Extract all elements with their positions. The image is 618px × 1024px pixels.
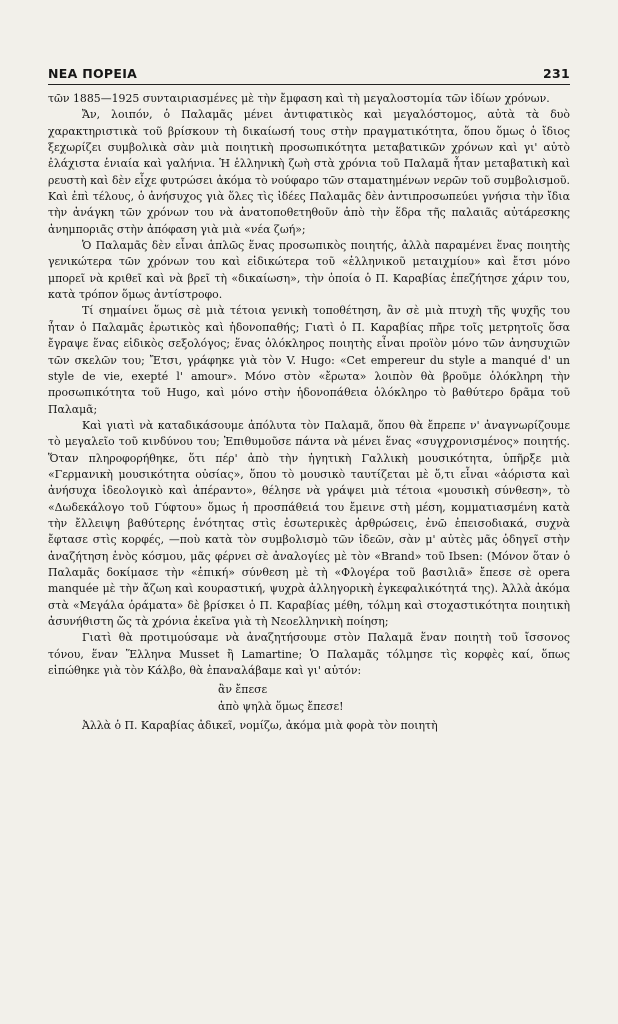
paragraph-2: Ἄν, λοιπόν, ὁ Παλαμᾶς μένει ἀντιφατικὸς καὶ μεγαλόστομος, αὐτὰ τὰ δυὸ χαρακτηριστικὰ τοῦ βρίσκουν τὴ δικαίωσή τους στὴν πραγματικότητα, ὅπου ὅμως ὁ ἴδιος ξεχωρίζει συμβολικὰ σὰν μιὰ ποιητικὴ προσωπικότητα μεταβατικῶν χρόνων καὶ γι' αὐτὸ ἐλάχιστα ἑνιαία καὶ γαλήνια. Ἡ ἑλληνικὴ ζωὴ στὰ χρόνια τοῦ Παλαμᾶ ἦταν μεταβατικὴ καὶ ρευστὴ καὶ δὲν εἶχε φυτρώσει ἀκόμα τὸ νούφαρο τῶν σταματημένων νερῶν τοῦ συμβολισμοῦ. Καὶ ἐπὶ τέλους, ὁ ἀνήσυχος γιὰ ὅλες τὶς ἰδέες Παλαμᾶς δὲν ἀντιπροσωπεύει γνήσια τὴν ἴδια τὴν ἀνάγκη τῶν χρόνων του νὰ ἀνατοποθετηθοῦν ἀπὸ τὴν ἕδρα τῆς παλαιᾶς αὐτάρεσκης ἀνημποριᾶς στὴν ἀπόφαση γιὰ μιὰ «νέα ζωή»; xyxy=(48,108,571,236)
verse-quote xyxy=(218,682,570,715)
paragraph-3: Ὁ Παλαμᾶς δὲν εἶναι ἁπλῶς ἕνας προσωπικὸς ποιητής, ἀλλὰ παραμένει ἕνας ποιητὴς γενικώτερα τῶν χρόνων του καὶ εἰδικώτερα τοῦ «ἑλληνικοῦ μεταιχμίου» καὶ ἔτσι μόνο μπορεῖ νὰ κριθεῖ καὶ νὰ βρεῖ τὴ «δικαίωση», τὴν ὁποία ὁ Π. Καραβίας ἐπεζήτησε χάριν του, κατὰ τρόπον ὅμως ἀντίστροφο. xyxy=(48,239,570,302)
closing-paragraph: Ἀλλὰ ὁ Π. Καραβίας ἀδικεῖ, νομίζω, ἀκόμα μιὰ φορὰ τὸν ποιητὴ xyxy=(82,719,438,733)
paragraph-6: Γιατὶ θὰ προτιμούσαμε νὰ ἀναζητήσουμε στὸν Παλαμᾶ ἕναν ποιητὴ τοῦ ἴσσονος τόνου, ἕναν Ἕλληνα Musset ἢ Lamartine; Ὁ Παλαμᾶς τόλμησε τὶς κορφὲς καί, ὅπως εἰπώθηκε γιὰ τὸν Κάλβο, θὰ ἐπαναλάβαμε καὶ γι' αὐτόν: xyxy=(48,631,570,678)
page-content xyxy=(48,66,570,734)
header-rule xyxy=(48,84,570,85)
page-number: 231 xyxy=(543,66,570,81)
paragraph-5: Καὶ γιατὶ νὰ καταδικάσουμε ἀπόλυτα τὸν Παλαμᾶ, ὅπου θὰ ἔπρεπε ν' ἀναγνωρίζουμε τὸ μεγαλεῖο τοῦ κινδύνου του; Ἐπιθυμοῦσε πάντα νὰ μένει ἕνας «συγχρονισμένος» ποιητής. Ὅταν πληροφορήθηκε, ὅτι πέρ' ἀπὸ τὴν ἡγητικὴ Γαλλικὴ μουσικότητα, ὑπῆρξε μιὰ «Γερμανικὴ μουσικότητα οὐσίας», ὅπου τὸ μουσικὸ ταυτίζεται μὲ ὅ,τι εἶναι «ἀόριστα καὶ ἀνήσυχα ἰδεολογικὸ καὶ ἀπέραντο», θέλησε νὰ γράψει μιὰ τέτοια «μουσικὴ σύνθεση», τὸ «Δωδεκάλογο τοῦ Γύφτου» ὅμως ἡ προσπάθειά του ἔμεινε στὴ μέση, κομματιασμένη κατὰ τὴν ἔλλειψη βαθύτερης ἑνότητας στὶς ἐσωτερικὲς ἀρθρώσεις, ἐνῶ ἐπεισοδιακά, συχνὰ ἔφτασε στὶς κορφές, —ποὺ κατὰ τὸν συμβολισμὸ τῶν ἰδεῶν, σὰν μ' αὐτὲς μᾶς ὁδηγεῖ στὴν ἀναζήτηση ἑνὸς κόσμου, μᾶς φέρνει σὲ ἀναλογίες μὲ τὸν «Brand» τοῦ Ibsen: (Μόνον ὅταν ὁ Παλαμᾶς δοκίμασε τὴν «ἐπική» σύνθεση μὲ τὴ «Φλογέρα τοῦ βασιλιᾶ» ἔπεσε σὲ opera manquée μὲ τὴν ἄζωη καὶ κουραστική, ψυχρὰ ἀλληγορικὴ ἐγκεφαλικότητά της). Ἀλλὰ ἀκόμα στὰ «Μεγάλα ὁράματα» δὲ βρίσκει ὁ Π. Καραβίας μέθη, τόλμη καὶ στοχαστικότητα ποιητικὴ ἀσυνήθιστη ὥς τὰ χρόνια ἐκεῖνα γιὰ τὴ Νεοελληνικὴ ποίηση; xyxy=(48,418,570,628)
verse-line-2: ἀπὸ ψηλὰ ὅμως ἔπεσε! xyxy=(218,699,344,713)
journal-title: ΝΕΑ ΠΟΡΕΙΑ xyxy=(48,66,138,81)
verse-line-1: ἂν ἔπεσε xyxy=(218,683,268,697)
running-header xyxy=(48,66,570,84)
paragraph-1: τῶν 1885—1925 συνταιριασμένες μὲ τὴν ἔμφαση καὶ τὴ μεγαλοστομία τῶν ἰδίων χρόνων. xyxy=(48,92,550,105)
article-body xyxy=(48,91,570,734)
paragraph-4: Τί σημαίνει ὅμως σὲ μιὰ τέτοια γενικὴ τοποθέτηση, ἂν σὲ μιὰ πτυχὴ τῆς ψυχῆς του ἦταν ὁ Παλαμᾶς ἐρωτικὸς καὶ ἡδονοπαθής; Γιατὶ ὁ Π. Καραβίας πῆρε τοῖς μετρητοῖς ὅσα ἔγραψε ἕνας εἰδικὸς σεξολόγος; ἕνας ὁλόκληρος ποιητὴς εἶναι προϊὸν μόνο τῶν ἀνησυχιῶν τῶν σκελῶν του; Ἔτσι, γράφηκε γιὰ τὸν V. Hugo: «Cet empereur du style a manqué d' un style de vie, exepté l' amour». Μόνο στὸν «ἔρωτα» λοιπὸν θὰ βροῦμε ὁλόκληρη τὴν προσωπικότητα τοῦ Hugo, καὶ μόνο στὴν ἡδονοπάθεια ὁλόκληρο τὸ βαθύτερο δρᾶμα τοῦ Παλαμᾶ; xyxy=(48,304,570,416)
